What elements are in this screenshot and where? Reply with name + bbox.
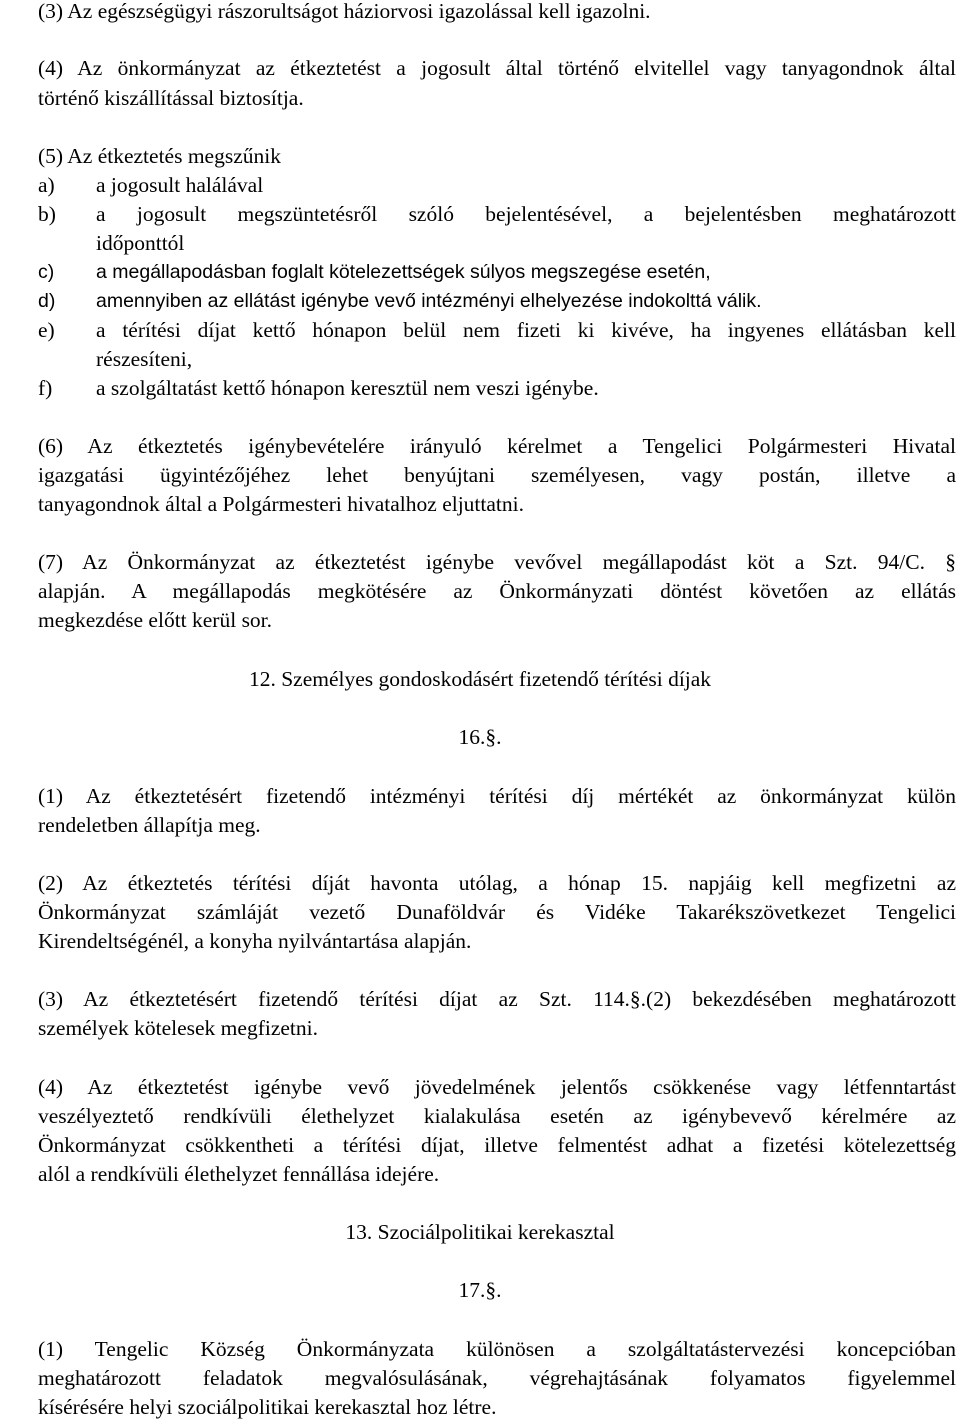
section-12-heading: 12. Személyes gondoskodásért fizetendő térítési díjak: [248, 667, 712, 691]
list-text: részesíteni,: [96, 347, 193, 371]
list-text: amennyiben az ellátást igénybe vevő intézményi elhelyezése indokolttá válik.: [96, 290, 762, 312]
s16-paragraph-3-line-2: személyek kötelesek megfizetni.: [38, 1016, 318, 1040]
list-label: c): [38, 261, 55, 283]
paragraph-6-line-1: (6) Az étkeztetés igénybevételére irányuló kérelmet a Tengelici Polgármesteri Hivatal: [38, 434, 956, 458]
s17-paragraph-1-line-3: kísérésére helyi szociálpolitikai kerekasztal hoz létre.: [38, 1395, 497, 1419]
section-13-heading: 13. Szociálpolitikai kerekasztal: [345, 1220, 615, 1244]
paragraph-6-line-3: tanyagondnok által a Polgármesteri hivatalhoz eljuttatni.: [38, 492, 524, 516]
list-text: a térítési díjat kettő hónapon belül nem fizeti ki kivéve, ha ingyenes ellátásban kell: [96, 318, 956, 342]
s16-paragraph-3-line-1: (3) Az étkeztetésért fizetendő térítési díjat az Szt. 114.§.(2) bekezdésében meghatározott: [38, 987, 956, 1011]
section-17-paragraph-number: 17.§.: [458, 1278, 502, 1302]
paragraph-7-line-1: (7) Az Önkormányzat az étkeztetést igénybe vevővel megállapodást köt a Szt. 94/C. §: [38, 550, 956, 574]
list-label: e): [38, 318, 55, 342]
list-label: b): [38, 202, 56, 226]
list-label: d): [38, 290, 56, 312]
list-text: időponttól: [96, 231, 185, 255]
section-16-paragraph-number: 16.§.: [458, 725, 502, 749]
list-label: a): [38, 173, 55, 197]
s16-paragraph-4-line-1: (4) Az étkeztetést igénybe vevő jövedelmének jelentős csökkenése vagy létfenntartást: [38, 1075, 956, 1099]
s16-paragraph-4-line-3: Önkormányzat csökkentheti a térítési díjat, illetve felmentést adhat a fizetési kötelezettség: [38, 1133, 956, 1157]
s17-paragraph-1-line-1: (1) Tengelic Község Önkormányzata különösen a szolgáltatástervezési koncepcióban: [38, 1337, 956, 1361]
list-text: a jogosult halálával: [96, 173, 264, 197]
list-text: a szolgáltatást kettő hónapon keresztül nem veszi igénybe.: [96, 376, 599, 400]
s16-paragraph-2-line-1: (2) Az étkeztetés térítési díját havonta utólag, a hónap 15. napjáig kell megfizetni az: [38, 871, 956, 895]
s17-paragraph-1-line-2: meghatározott feladatok megvalósulásának, végrehajtásának folyamatos figyelemmel: [38, 1366, 956, 1390]
paragraph-7-line-2: alapján. A megállapodás megkötésére az Önkormányzati döntést követően az ellátás: [38, 579, 956, 603]
paragraph-6-line-2: igazgatási ügyintézőjéhez lehet benyújtani személyesen, vagy postán, illetve a: [38, 463, 956, 487]
list-text: a megállapodásban foglalt kötelezettségek súlyos megszegése esetén,: [96, 261, 711, 283]
paragraph-4-line-2: történő kiszállítással biztosítja.: [38, 86, 304, 110]
s16-paragraph-2-line-2: Önkormányzat számláját vezető Dunaföldvár és Vidéke Takarékszövetkezet Tengelici: [38, 900, 956, 924]
s16-paragraph-2-line-3: Kirendeltségénél, a konyha nyilvántartása alapján.: [38, 929, 472, 953]
paragraph-3-top: (3) Az egészségügyi rászorultságot háziorvosi igazolással kell igazolni.: [38, 0, 651, 23]
s16-paragraph-4-line-4: alól a rendkívüli élethelyzet fennállása idejére.: [38, 1162, 440, 1186]
s16-paragraph-4-line-2: veszélyeztető rendkívüli élethelyzet kialakulása esetén az igénybevevő kérelmére az: [38, 1104, 956, 1128]
list-label: f): [38, 376, 53, 400]
s16-paragraph-1-line-1: (1) Az étkeztetésért fizetendő intézményi térítési díj mértékét az önkormányzat külön: [38, 784, 956, 808]
list-text: a jogosult megszüntetésről szóló bejelentésével, a bejelentésben meghatározott: [96, 202, 956, 226]
paragraph-7-line-3: megkezdése előtt kerül sor.: [38, 608, 273, 632]
paragraph-4-line-1: (4) Az önkormányzat az étkeztetést a jogosult által történő elvitellel vagy tanyagondnok által: [38, 56, 956, 80]
s16-paragraph-1-line-2: rendeletben állapítja meg.: [38, 813, 261, 837]
paragraph-5-intro: (5) Az étkeztetés megszűnik: [38, 144, 281, 168]
